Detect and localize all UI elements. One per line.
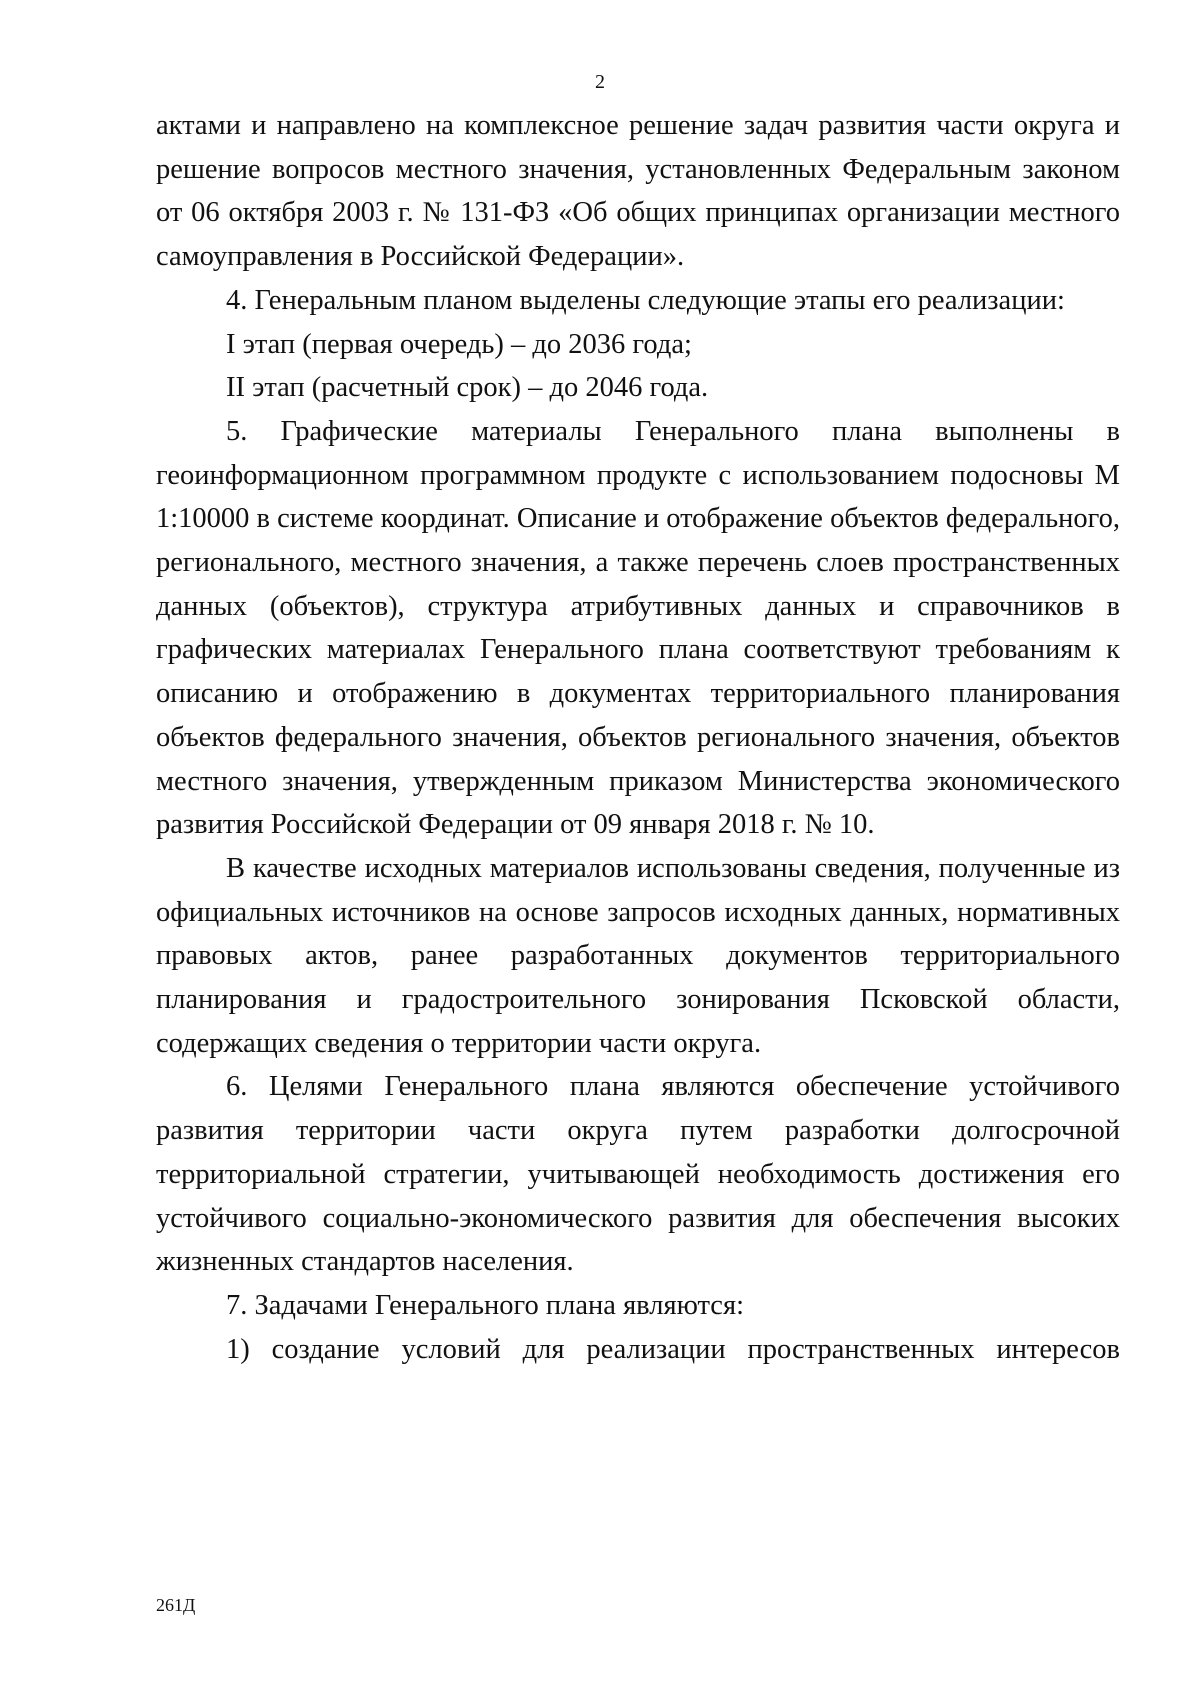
paragraph-stage-2: II этап (расчетный срок) – до 2046 года. <box>226 372 709 404</box>
document-code: 261Д <box>156 1595 196 1615</box>
paragraph-item-7: 7. Задачами Генерального плана являются: <box>226 1289 744 1321</box>
paragraph-item-5: 5. Графические материалы Генерального плана выполнены в геоинформационном программном продукте с использованием подосновы М 1:10000 в системе координат. Описание и отображение объектов федерального, регионального, местного значения, а также перечень слоев пространственных данных (объектов), структура атрибутивных данных и справочников в графических материалах Генерального плана соответствуют требованиям к описанию и отображению в документах территориального планирования объектов федерального значения, объектов регионального значения, объектов местного значения, утвержденным приказом Министерства экономического развития Российской Федерации от 09 января 2018 г. № 10. <box>156 415 1121 841</box>
document-body <box>156 104 1120 1371</box>
paragraph-continuation: актами и направлено на комплексное решение задач развития части округа и решение вопросов местного значения, установленных Федеральным законом от 06 октября 2003 г. № 131-ФЗ «Об общих принципах организации местного самоуправления в Российской Федерации». <box>156 110 1120 273</box>
paragraph-source-materials: В качестве исходных материалов использованы сведения, полученные из официальных источников на основе запросов исходных данных, нормативных правовых актов, ранее разработанных документов территориального планирования и градостроительного зонирования Псковской области, содержащих сведения о территории части округа. <box>156 852 1120 1059</box>
paragraph-item-4: 4. Генеральным планом выделены следующие этапы его реализации: <box>226 284 1065 316</box>
paragraph-task-1: 1) создание условий для реализации пространственных интересов <box>226 1333 1120 1365</box>
paragraph-item-6: 6. Целями Генерального плана являются обеспечение устойчивого развития территории части округа путем разработки долгосрочной территориальной стратегии, учитывающей необходимость достижения его устойчивого социально-экономического развития для обеспечения высоких жизненных стандартов населения. <box>156 1071 1120 1278</box>
page-number: 2 <box>595 71 605 93</box>
paragraph-stage-1: I этап (первая очередь) – до 2036 года; <box>226 328 692 360</box>
